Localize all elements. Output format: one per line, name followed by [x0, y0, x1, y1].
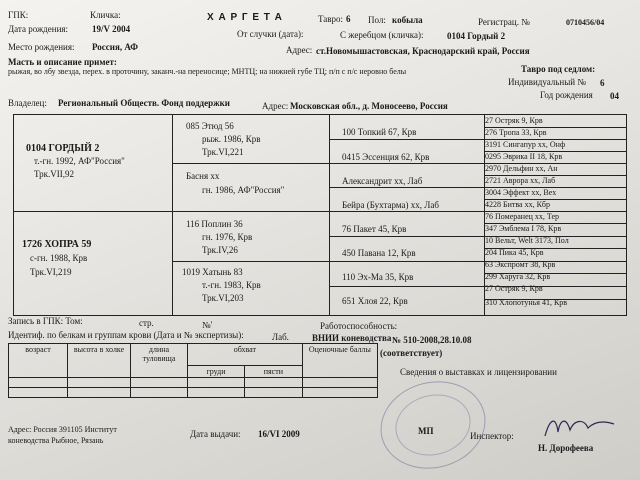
mp-label: МП — [418, 426, 434, 436]
measurement-table — [8, 343, 378, 398]
dd-trk: Трк.VI,203 — [202, 293, 244, 303]
footer-address: Адрес: Россия 391105 Институт — [8, 425, 117, 434]
num-label: №' — [202, 320, 213, 330]
individ-label: Индивидуальный № — [508, 77, 586, 87]
tavro-sedlo-label: Тавро под седлом: — [521, 64, 596, 74]
address-label: Адрес: — [286, 45, 313, 55]
ss-name: 085 Этюд 56 — [186, 121, 234, 131]
col-header: Оценочные баллы — [302, 344, 377, 378]
rabot-label: Работоспособность: — [320, 321, 398, 331]
g4-item: 63 Экспромт 38, Крв — [485, 260, 556, 269]
col-header: обхват — [188, 344, 303, 366]
ds-name: 116 Поплин 36 — [186, 219, 243, 229]
lab-value: ВНИИ коневодства — [312, 333, 392, 343]
pol-label: Пол: — [368, 15, 386, 25]
g4-item: 0295 Эврика II 18, Крв — [485, 152, 563, 161]
gpk-label: ГПК: — [8, 10, 29, 20]
registr-label: Регистрац. № — [478, 17, 530, 27]
table-cell — [302, 388, 377, 398]
vydacha-value: 16/VI 2009 — [258, 429, 300, 439]
table-cell — [188, 378, 245, 388]
g4-item: 76 Померанец хх, Тер — [485, 212, 560, 221]
sire-info: т.-гн. 1992, АФ"Россия" — [34, 156, 125, 166]
g3-item: 450 Павана 12, Крв — [342, 248, 416, 258]
g4-item: 299 Харуга 32, Крв — [485, 272, 551, 281]
document-title: Х А Р Г Е Т А — [207, 12, 283, 23]
g4-item: 204 Пика 45, Крв — [485, 248, 544, 257]
god-value: 04 — [610, 91, 619, 101]
table-cell — [9, 388, 68, 398]
inspector-name: Н. Дорофеева — [538, 443, 594, 453]
svedeniya-label: Сведения о выставках и лицензировании — [400, 367, 557, 377]
owner-address-label: Адрес: — [262, 101, 289, 111]
g4-item: 27 Остряк 9, Крв — [485, 284, 543, 293]
g4-item: 3004 Эффект хх, Вех — [485, 188, 557, 197]
str-label: стр. — [139, 318, 154, 328]
expert-value: № 510-2008,28.10.08 — [392, 335, 472, 345]
zapis-label: Запись в ГПК: Том: — [8, 316, 83, 326]
col-header: возраст — [9, 344, 68, 378]
sootv-value: (соответствует) — [380, 348, 443, 358]
registr-value: 0710456/04 — [566, 18, 605, 27]
g3-item: 100 Топкий 67, Крв — [342, 127, 417, 137]
address-value: ст.Новомышастовская, Краснодарский край, Россия — [316, 46, 530, 56]
g3-item: 0415 Эссенция 62, Крв — [342, 152, 430, 162]
sluchka-label: От случки (дата): — [237, 29, 304, 39]
g4-item: 2970 Дельфин хх, Ан — [485, 164, 558, 173]
official-stamp — [371, 370, 495, 479]
tavro-value: 6 — [346, 14, 351, 24]
zherebets-label: С жеребцом (кличка): — [340, 30, 424, 40]
sd-info: гн. 1986, АФ"Россия" — [202, 185, 285, 195]
table-cell — [9, 378, 68, 388]
g4-item: 347 Эмблема I 78, Крв — [485, 224, 562, 233]
pol-value: кобыла — [392, 15, 423, 25]
g4-item: 3191 Сингапур хх, Онф — [485, 140, 566, 149]
ss-info: рыж. 1986, Крв — [202, 134, 261, 144]
vydacha-label: Дата выдачи: — [190, 429, 241, 439]
table-cell — [68, 388, 131, 398]
owner-address-value: Московская обл., д. Моносеево, Россия — [290, 101, 448, 111]
dam-trk: Трк.VI,219 — [30, 267, 72, 277]
g3-item: 110 Эх-Ма 35, Крв — [342, 272, 414, 282]
inspector-label: Инспектор: — [470, 431, 514, 441]
table-cell — [302, 378, 377, 388]
sub-header: пясти — [245, 366, 303, 378]
g4-item: 276 Тропа 33, Крв — [485, 128, 547, 137]
zherebets-value: 0104 Гордый 2 — [447, 31, 506, 41]
birth-date-label: Дата рождения: — [8, 24, 69, 34]
dd-info: т.-гн. 1983, Крв — [202, 280, 261, 290]
g3-item: Бейра (Бухтарма) хх, Лаб — [342, 200, 439, 210]
dam-name: 1726 ХОПРА 59 — [22, 239, 92, 250]
sub-header: груди — [188, 366, 245, 378]
table-cell — [131, 378, 188, 388]
table-cell — [68, 378, 131, 388]
mast-value: рыжая, во лбу звезда, перех. в проточину, заканч.-на переносице; МНТЦ; на нижней губе ТЦ; п/п с п/с неровно белы — [8, 67, 407, 76]
dd-name: 1019 Хатынь 83 — [182, 267, 243, 277]
g3-item: 76 Пакет 45, Крв — [342, 224, 407, 234]
g4-item: 10 Вельт, Welt 3173, Пол — [485, 236, 569, 245]
g4-item: 310 Хлопотунья 41, Крв — [485, 298, 568, 307]
g4-item: 2721 Аврора хх, Лаб — [485, 176, 556, 185]
individ-value: 6 — [600, 78, 605, 88]
table-cell — [245, 378, 303, 388]
birthplace-label: Место рождения: — [8, 42, 75, 52]
col-header: высота в холке — [68, 344, 131, 378]
stamp-inner-ring — [389, 387, 477, 464]
ds-info: гн. 1976, Крв — [202, 232, 253, 242]
owner-label: Владелец: — [8, 98, 47, 108]
footer-address-line2: коневодства Рыбное, Рязань — [8, 436, 104, 445]
table-cell — [245, 388, 303, 398]
birth-date-value: 19/V 2004 — [92, 24, 131, 34]
klichka-label: Кличка: — [90, 10, 121, 20]
table-cell — [131, 388, 188, 398]
g4-item: 4228 Битва хх, Кбр — [485, 200, 550, 209]
mast-label: Масть и описание примет: — [8, 57, 117, 67]
g3-item: 651 Хлоя 22, Крв — [342, 296, 408, 306]
dam-info: с-гн. 1988, Крв — [30, 253, 88, 263]
sd-name: Басня хх — [186, 171, 220, 181]
sire-name: 0104 ГОРДЫЙ 2 — [26, 143, 100, 154]
signature-icon — [540, 412, 620, 442]
tavro-label: Тавро: — [318, 14, 344, 24]
ss-trk: Трк.VI,221 — [202, 147, 244, 157]
birthplace-value: Россия, АФ — [92, 42, 138, 52]
sire-trk: Трк.VII,92 — [34, 169, 75, 179]
table-cell — [188, 388, 245, 398]
identif-label: Идентиф. по белкам и группам крови (Дата и № экспертизы): — [8, 330, 244, 340]
g4-item: 27 Остряк 9, Крв — [485, 116, 543, 125]
owner-value: Региональный Обществ. Фонд поддержки — [58, 98, 230, 108]
col-header: длина туловища — [131, 344, 188, 378]
g3-item: Александрит хх, Лаб — [342, 176, 423, 186]
ds-trk: Трк.IV,26 — [202, 245, 238, 255]
god-label: Год рождения — [540, 90, 593, 100]
lab-label: Лаб. — [272, 332, 289, 342]
